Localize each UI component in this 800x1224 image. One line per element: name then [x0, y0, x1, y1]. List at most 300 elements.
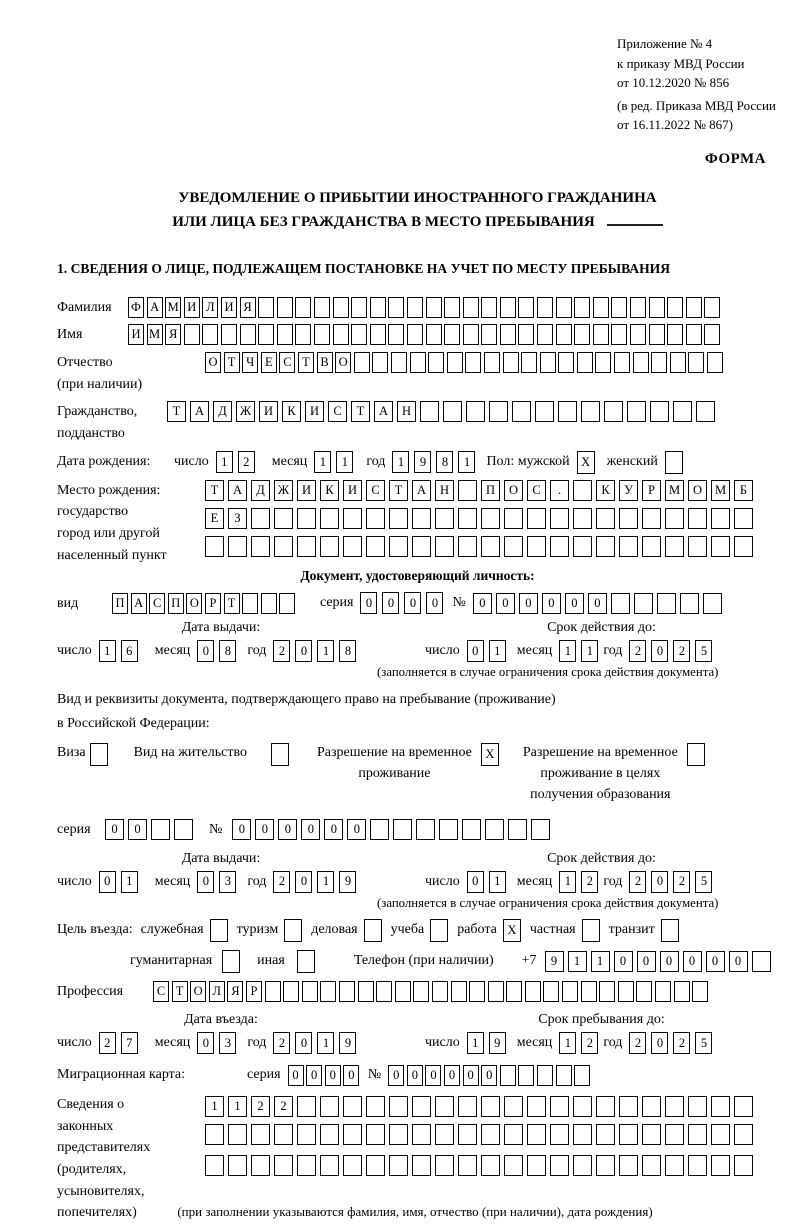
char-cell[interactable] [688, 352, 704, 373]
char-cell[interactable] [504, 536, 523, 557]
char-cell[interactable] [596, 1096, 615, 1117]
char-cell[interactable]: 2 [273, 1032, 290, 1054]
char-cell[interactable] [518, 297, 534, 318]
char-cell[interactable]: В [317, 352, 333, 373]
migration-number-input[interactable] [388, 1065, 593, 1086]
char-cell[interactable]: 0 [325, 1065, 341, 1086]
char-cell[interactable] [649, 324, 665, 345]
char-cell[interactable] [277, 324, 293, 345]
char-cell[interactable]: 0 [388, 1065, 404, 1086]
char-cell[interactable] [320, 1096, 339, 1117]
char-cell[interactable] [543, 981, 559, 1002]
residence-number-input[interactable] [232, 819, 554, 840]
representatives-input-row3[interactable] [205, 1155, 757, 1176]
char-cell[interactable] [463, 297, 479, 318]
char-cell[interactable] [619, 536, 638, 557]
char-cell[interactable] [395, 981, 411, 1002]
issue-month-input[interactable] [197, 640, 241, 662]
char-cell[interactable] [665, 1124, 684, 1145]
char-cell[interactable]: Б [734, 480, 753, 501]
char-cell[interactable] [435, 536, 454, 557]
char-cell[interactable]: С [527, 480, 546, 501]
char-cell[interactable] [240, 324, 256, 345]
char-cell[interactable] [665, 1096, 684, 1117]
char-cell[interactable] [484, 352, 500, 373]
char-cell[interactable] [339, 981, 355, 1002]
char-cell[interactable]: 0 [481, 1065, 497, 1086]
char-cell[interactable] [734, 536, 753, 557]
char-cell[interactable] [443, 401, 462, 422]
char-cell[interactable] [302, 981, 318, 1002]
char-cell[interactable] [521, 352, 537, 373]
char-cell[interactable]: О [190, 981, 206, 1002]
char-cell[interactable]: 9 [489, 1032, 506, 1054]
char-cell[interactable]: 0 [360, 592, 377, 614]
char-cell[interactable] [435, 1124, 454, 1145]
char-cell[interactable]: 1 [336, 451, 353, 473]
char-cell[interactable] [500, 324, 516, 345]
char-cell[interactable] [279, 593, 295, 614]
char-cell[interactable]: Ч [242, 352, 258, 373]
char-cell[interactable]: И [128, 324, 144, 345]
char-cell[interactable]: 0 [232, 819, 251, 840]
char-cell[interactable]: А [131, 593, 147, 614]
char-cell[interactable]: О [335, 352, 351, 373]
char-cell[interactable]: Я [165, 324, 181, 345]
char-cell[interactable]: 2 [629, 871, 646, 893]
purpose-official-checkbox[interactable] [210, 919, 228, 942]
char-cell[interactable]: 0 [463, 1065, 479, 1086]
char-cell[interactable]: И [305, 401, 324, 422]
char-cell[interactable]: Ж [274, 480, 293, 501]
char-cell[interactable] [221, 324, 237, 345]
char-cell[interactable] [466, 401, 485, 422]
char-cell[interactable] [407, 324, 423, 345]
char-cell[interactable] [619, 508, 638, 529]
char-cell[interactable] [465, 352, 481, 373]
char-cell[interactable]: 1 [121, 871, 138, 893]
char-cell[interactable] [619, 1124, 638, 1145]
char-cell[interactable]: 0 [255, 819, 274, 840]
char-cell[interactable] [333, 324, 349, 345]
char-cell[interactable]: 0 [197, 871, 214, 893]
char-cell[interactable]: 0 [519, 593, 538, 614]
expiry-day-input[interactable] [467, 871, 511, 893]
char-cell[interactable]: 0 [651, 640, 668, 662]
char-cell[interactable]: . [550, 480, 569, 501]
char-cell[interactable] [389, 1096, 408, 1117]
purpose-other-checkbox[interactable] [297, 950, 315, 973]
char-cell[interactable]: С [153, 981, 169, 1002]
char-cell[interactable]: 1 [559, 1032, 576, 1054]
char-cell[interactable] [504, 1124, 523, 1145]
birthplace-input-row3[interactable] [205, 536, 757, 557]
char-cell[interactable]: Е [205, 508, 224, 529]
char-cell[interactable]: 1 [559, 871, 576, 893]
char-cell[interactable]: У [619, 480, 638, 501]
char-cell[interactable]: 0 [295, 640, 312, 662]
char-cell[interactable] [297, 508, 316, 529]
char-cell[interactable] [642, 508, 661, 529]
stay-month-input[interactable] [559, 1032, 603, 1054]
birthplace-input-row1[interactable] [205, 480, 757, 501]
char-cell[interactable] [634, 593, 653, 614]
char-cell[interactable] [673, 401, 692, 422]
char-cell[interactable] [665, 508, 684, 529]
char-cell[interactable]: 9 [414, 451, 431, 473]
char-cell[interactable] [704, 297, 720, 318]
char-cell[interactable]: С [366, 480, 385, 501]
char-cell[interactable] [627, 401, 646, 422]
char-cell[interactable]: 6 [121, 640, 138, 662]
char-cell[interactable] [458, 536, 477, 557]
char-cell[interactable] [320, 508, 339, 529]
char-cell[interactable] [370, 819, 389, 840]
char-cell[interactable]: Я [240, 297, 256, 318]
char-cell[interactable] [504, 508, 523, 529]
char-cell[interactable] [388, 297, 404, 318]
char-cell[interactable] [366, 1096, 385, 1117]
char-cell[interactable] [573, 1096, 592, 1117]
char-cell[interactable]: 2 [673, 640, 690, 662]
char-cell[interactable] [650, 401, 669, 422]
char-cell[interactable]: X [503, 919, 521, 942]
char-cell[interactable] [258, 297, 274, 318]
char-cell[interactable]: Т [224, 593, 240, 614]
char-cell[interactable]: 1 [581, 640, 598, 662]
char-cell[interactable]: А [412, 480, 431, 501]
char-cell[interactable] [537, 297, 553, 318]
char-cell[interactable]: 0 [278, 819, 297, 840]
char-cell[interactable] [205, 536, 224, 557]
char-cell[interactable]: 0 [426, 592, 443, 614]
char-cell[interactable] [297, 1124, 316, 1145]
char-cell[interactable] [574, 1065, 590, 1086]
char-cell[interactable]: Н [397, 401, 416, 422]
char-cell[interactable] [599, 981, 615, 1002]
char-cell[interactable] [550, 1155, 569, 1176]
char-cell[interactable]: 1 [467, 1032, 484, 1054]
char-cell[interactable] [366, 1124, 385, 1145]
char-cell[interactable]: 1 [458, 451, 475, 473]
char-cell[interactable]: 2 [581, 1032, 598, 1054]
char-cell[interactable] [688, 536, 707, 557]
char-cell[interactable] [222, 950, 240, 973]
char-cell[interactable] [506, 981, 522, 1002]
purpose-work-checkbox[interactable] [503, 919, 521, 942]
char-cell[interactable] [540, 352, 556, 373]
char-cell[interactable] [527, 508, 546, 529]
char-cell[interactable] [667, 297, 683, 318]
char-cell[interactable]: Т [389, 480, 408, 501]
char-cell[interactable] [614, 352, 630, 373]
char-cell[interactable] [297, 536, 316, 557]
char-cell[interactable] [657, 593, 676, 614]
char-cell[interactable]: 1 [489, 640, 506, 662]
char-cell[interactable] [274, 536, 293, 557]
expiry-day-input[interactable] [467, 640, 511, 662]
char-cell[interactable] [314, 297, 330, 318]
char-cell[interactable] [174, 819, 193, 840]
char-cell[interactable] [537, 324, 553, 345]
entry-day-input[interactable] [99, 1032, 143, 1054]
doc-kind-input[interactable] [112, 593, 298, 614]
char-cell[interactable] [481, 1096, 500, 1117]
char-cell[interactable] [274, 508, 293, 529]
char-cell[interactable] [688, 1124, 707, 1145]
char-cell[interactable] [642, 1096, 661, 1117]
char-cell[interactable]: 0 [706, 951, 725, 972]
char-cell[interactable] [364, 919, 382, 942]
temp-residence-edu-checkbox[interactable] [687, 743, 705, 766]
char-cell[interactable]: М [147, 324, 163, 345]
char-cell[interactable]: 0 [565, 593, 584, 614]
char-cell[interactable] [210, 919, 228, 942]
char-cell[interactable]: П [168, 593, 184, 614]
char-cell[interactable] [458, 480, 477, 501]
char-cell[interactable] [297, 1096, 316, 1117]
char-cell[interactable]: 1 [392, 451, 409, 473]
char-cell[interactable] [611, 297, 627, 318]
char-cell[interactable] [439, 819, 458, 840]
birth-month-input[interactable] [314, 451, 358, 473]
char-cell[interactable] [512, 401, 531, 422]
sex-male-checkbox[interactable] [577, 451, 595, 474]
char-cell[interactable]: Ф [128, 297, 144, 318]
char-cell[interactable]: Д [213, 401, 232, 422]
char-cell[interactable]: С [279, 352, 295, 373]
char-cell[interactable] [574, 297, 590, 318]
char-cell[interactable]: 0 [588, 593, 607, 614]
char-cell[interactable] [711, 1124, 730, 1145]
expiry-month-input[interactable] [559, 640, 603, 662]
char-cell[interactable] [265, 981, 281, 1002]
issue-month-input[interactable] [197, 871, 241, 893]
char-cell[interactable] [711, 508, 730, 529]
expiry-year-input[interactable] [629, 640, 717, 662]
char-cell[interactable] [343, 508, 362, 529]
char-cell[interactable] [430, 919, 448, 942]
visa-checkbox[interactable] [90, 743, 108, 766]
char-cell[interactable] [686, 324, 702, 345]
char-cell[interactable] [593, 324, 609, 345]
char-cell[interactable] [581, 981, 597, 1002]
char-cell[interactable]: 2 [581, 871, 598, 893]
char-cell[interactable] [428, 352, 444, 373]
char-cell[interactable] [573, 1124, 592, 1145]
char-cell[interactable] [734, 1124, 753, 1145]
char-cell[interactable] [649, 297, 665, 318]
char-cell[interactable]: И [297, 480, 316, 501]
char-cell[interactable]: 0 [347, 819, 366, 840]
char-cell[interactable] [354, 352, 370, 373]
migration-series-input[interactable] [288, 1065, 362, 1086]
char-cell[interactable] [370, 297, 386, 318]
char-cell[interactable] [531, 819, 550, 840]
char-cell[interactable]: 8 [436, 451, 453, 473]
char-cell[interactable] [151, 819, 170, 840]
char-cell[interactable] [573, 480, 592, 501]
char-cell[interactable] [295, 324, 311, 345]
char-cell[interactable] [458, 1124, 477, 1145]
char-cell[interactable]: 9 [339, 871, 356, 893]
char-cell[interactable] [370, 324, 386, 345]
char-cell[interactable]: Л [209, 981, 225, 1002]
char-cell[interactable] [295, 297, 311, 318]
char-cell[interactable]: П [112, 593, 128, 614]
char-cell[interactable] [556, 297, 572, 318]
char-cell[interactable] [696, 401, 715, 422]
char-cell[interactable] [314, 324, 330, 345]
char-cell[interactable] [388, 324, 404, 345]
char-cell[interactable]: 0 [637, 951, 656, 972]
char-cell[interactable] [734, 1096, 753, 1117]
char-cell[interactable]: 1 [568, 951, 587, 972]
char-cell[interactable]: 0 [99, 871, 116, 893]
char-cell[interactable] [518, 1065, 534, 1086]
char-cell[interactable] [458, 1155, 477, 1176]
char-cell[interactable] [687, 743, 705, 766]
char-cell[interactable]: 0 [683, 951, 702, 972]
char-cell[interactable] [611, 593, 630, 614]
char-cell[interactable] [451, 981, 467, 1002]
char-cell[interactable] [389, 1155, 408, 1176]
char-cell[interactable] [258, 324, 274, 345]
phone-input[interactable] [545, 951, 775, 972]
char-cell[interactable]: 0 [614, 951, 633, 972]
char-cell[interactable] [410, 352, 426, 373]
char-cell[interactable] [277, 297, 293, 318]
char-cell[interactable]: П [481, 480, 500, 501]
issue-day-input[interactable] [99, 640, 143, 662]
char-cell[interactable]: 1 [205, 1096, 224, 1117]
char-cell[interactable]: Н [435, 480, 454, 501]
char-cell[interactable] [297, 950, 315, 973]
char-cell[interactable]: 8 [339, 640, 356, 662]
char-cell[interactable]: А [374, 401, 393, 422]
char-cell[interactable] [573, 508, 592, 529]
char-cell[interactable]: Л [202, 297, 218, 318]
representatives-input-row2[interactable] [205, 1124, 757, 1145]
char-cell[interactable]: 0 [425, 1065, 441, 1086]
char-cell[interactable]: К [596, 480, 615, 501]
birthplace-input-row2[interactable] [205, 508, 757, 529]
char-cell[interactable]: 0 [301, 819, 320, 840]
char-cell[interactable]: 2 [251, 1096, 270, 1117]
char-cell[interactable] [435, 508, 454, 529]
char-cell[interactable] [619, 1096, 638, 1117]
char-cell[interactable]: 2 [673, 871, 690, 893]
char-cell[interactable] [202, 324, 218, 345]
char-cell[interactable]: Т [172, 981, 188, 1002]
char-cell[interactable] [416, 819, 435, 840]
issue-year-input[interactable] [273, 871, 361, 893]
char-cell[interactable] [458, 508, 477, 529]
char-cell[interactable]: И [221, 297, 237, 318]
char-cell[interactable] [558, 352, 574, 373]
char-cell[interactable] [596, 508, 615, 529]
char-cell[interactable] [389, 508, 408, 529]
char-cell[interactable] [577, 352, 593, 373]
residence-series-input[interactable] [105, 819, 197, 840]
char-cell[interactable]: 0 [382, 592, 399, 614]
char-cell[interactable] [488, 981, 504, 1002]
purpose-transit-checkbox[interactable] [661, 919, 679, 942]
char-cell[interactable] [320, 1155, 339, 1176]
char-cell[interactable] [665, 451, 683, 474]
char-cell[interactable] [412, 536, 431, 557]
char-cell[interactable] [372, 352, 388, 373]
char-cell[interactable]: 5 [695, 640, 712, 662]
char-cell[interactable] [458, 1096, 477, 1117]
char-cell[interactable]: 1 [489, 871, 506, 893]
char-cell[interactable] [680, 593, 699, 614]
char-cell[interactable] [556, 1065, 572, 1086]
char-cell[interactable]: Ж [236, 401, 255, 422]
char-cell[interactable]: М [165, 297, 181, 318]
char-cell[interactable]: 0 [197, 640, 214, 662]
char-cell[interactable] [184, 324, 200, 345]
char-cell[interactable] [412, 1155, 431, 1176]
char-cell[interactable] [481, 536, 500, 557]
char-cell[interactable]: 1 [314, 451, 331, 473]
patronymic-input[interactable] [205, 352, 726, 373]
char-cell[interactable]: 0 [404, 592, 421, 614]
purpose-business-checkbox[interactable] [364, 919, 382, 942]
char-cell[interactable]: 2 [238, 451, 255, 473]
char-cell[interactable] [343, 1096, 362, 1117]
char-cell[interactable] [333, 297, 349, 318]
char-cell[interactable] [481, 297, 497, 318]
char-cell[interactable] [582, 919, 600, 942]
char-cell[interactable]: 0 [306, 1065, 322, 1086]
char-cell[interactable]: А [228, 480, 247, 501]
char-cell[interactable] [734, 508, 753, 529]
char-cell[interactable]: 0 [467, 871, 484, 893]
char-cell[interactable] [391, 352, 407, 373]
representatives-input-row1[interactable] [205, 1096, 757, 1117]
char-cell[interactable]: X [577, 451, 595, 474]
surname-input[interactable] [128, 297, 723, 318]
char-cell[interactable]: И [259, 401, 278, 422]
char-cell[interactable] [550, 536, 569, 557]
char-cell[interactable] [711, 1096, 730, 1117]
char-cell[interactable]: 0 [128, 819, 147, 840]
char-cell[interactable] [596, 1124, 615, 1145]
char-cell[interactable]: 1 [216, 451, 233, 473]
char-cell[interactable]: М [711, 480, 730, 501]
char-cell[interactable] [504, 1155, 523, 1176]
entry-month-input[interactable] [197, 1032, 241, 1054]
char-cell[interactable] [251, 536, 270, 557]
expiry-month-input[interactable] [559, 871, 603, 893]
char-cell[interactable]: 8 [219, 640, 236, 662]
char-cell[interactable]: Д [251, 480, 270, 501]
char-cell[interactable]: 0 [651, 871, 668, 893]
char-cell[interactable] [481, 324, 497, 345]
doc-series-input[interactable] [360, 592, 448, 614]
char-cell[interactable] [604, 401, 623, 422]
char-cell[interactable] [228, 536, 247, 557]
char-cell[interactable] [550, 1096, 569, 1117]
expiry-year-input[interactable] [629, 871, 717, 893]
char-cell[interactable] [343, 536, 362, 557]
char-cell[interactable] [574, 324, 590, 345]
char-cell[interactable] [205, 1155, 224, 1176]
char-cell[interactable]: Е [261, 352, 277, 373]
char-cell[interactable]: 0 [473, 593, 492, 614]
char-cell[interactable]: X [481, 743, 499, 766]
